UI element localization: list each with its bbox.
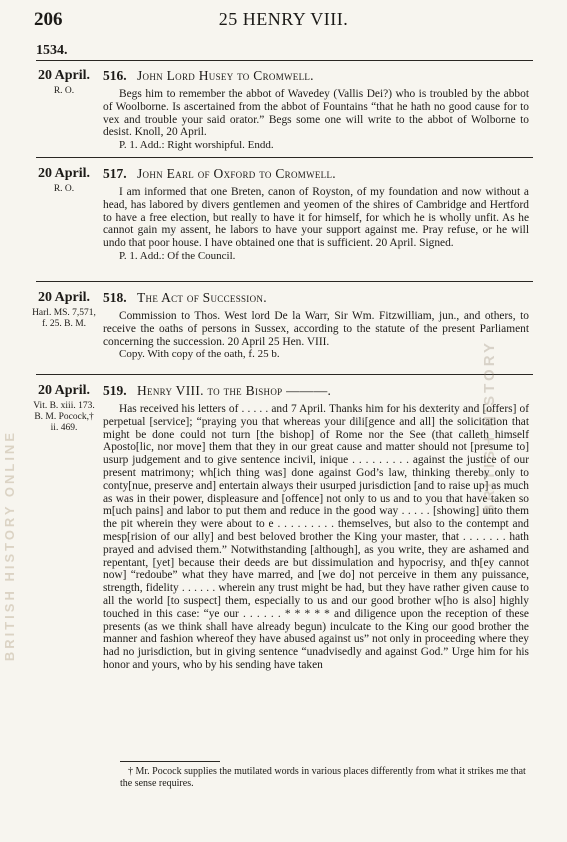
entry-source: Vit. B. xiii. 173. B. M. Pocock,† ii. 469. <box>33 401 95 433</box>
entry-divider <box>36 374 533 375</box>
entry-date: 20 April. <box>37 383 91 398</box>
watermark-stamp <box>465 300 553 660</box>
entry-note: P. 1. Add.: Of the Council. <box>119 249 236 262</box>
entry-source: Harl. MS. 7,571, f. 25. B. M. <box>32 308 96 329</box>
entry-date: 20 April. <box>37 290 91 305</box>
page-header <box>34 9 533 31</box>
entry-text: Has received his letters of . . . . . and 7 April. Thanks him for his dexterity and [offers] of perpetual [service]; “praying you that whereas your dili[gence and all] the solicitation that might be done could not turn [the bishop] of Rome nor the See (that calleth himself Aposto[lic, nor move] them that they in our great cause and matter should not [presume to] usurp judgement and to give sentence incivil, inique . . . . . . . . . against the justice of our present matrimony; wh[ich thing was] done against God’s law, thinking thereby only to conty[nue, preserve and] entertain always their usurped jurisdiction [and to raise up] as much as was in their power, displeasure and [offence] not only to us and to you that have taken so m[uch pains] and labor to put them and reduce in the good way . . . . . [showing] unto them the pit wherein they were about to e . . . . . . . . . themselves, but also to the contempt and mesp[rision of our ally] and best beloved brother the King your master, that . . . . . . . hath prayed and advised them.” Notwithstanding [although], as you write, they are ashamed and repentant, [yet] because their deeds are but dissimulation and hypocrisy, and th[ey cannot now] “redoube” what they have marred, and [we do] not perceive in them any puissance, strength, fidelity . . . . . . wherein any trust might be had, but they have rather given cause to all the world [to suspect] them, especially to us and our good brother w[ho is also] highly touched in this case: “ye our . . . . . . * * * * * and diligence upon the reception of these presents (as we think shall have already begun) inculcate to the King our good brother the manner and fashion whereof they have abused against us” not only in proceeding where they had no jurisdiction, but in giving sentence “unadvisedly and against God.” Urge him for his honor and yours, who by his sending have taken <box>103 403 529 671</box>
page-number: 206 <box>34 9 63 30</box>
entry-heading <box>103 383 331 399</box>
entry-margin <box>32 290 96 330</box>
entry-text: Begs him to remember the abbot of Wavedey (Vallis Dei?) who is troubled by the abbot of Woolborne. Is ascertained from the abbot of Fountains “that he hath no good cause for to vex and trouble your said orator.” Begs some one will write to the abbot of Wolborne to desist. Knoll, 20 April. <box>103 88 529 139</box>
entry-heading <box>103 166 336 182</box>
footnote: † Mr. Pocock supplies the mutilated words in various places differently from what it strikes me that the sense requires. <box>120 766 526 789</box>
entry-title: John Lord Husey to Cromwell. <box>137 68 314 83</box>
entry-margin <box>32 166 96 195</box>
entry-date: 20 April. <box>37 68 91 83</box>
watermark-text: BRITISH HISTORY <box>481 340 498 516</box>
entry-note: Copy. With copy of the oath, f. 25 b. <box>119 348 280 361</box>
footnote-divider <box>120 761 220 762</box>
entry-margin <box>32 68 96 97</box>
entry-text: Commission to Thos. West lord De la Warr, Sir Wm. Fitzwilliam, jun., and others, to receive the oaths of persons in Sussex, according to the statute of the present Parliament concerning the succession. 20 April 25 Hen. VIII. <box>103 310 529 348</box>
running-title: 25 HENRY VIII. <box>218 9 349 29</box>
entry-heading <box>103 68 314 84</box>
entry-divider <box>36 281 533 282</box>
entry-divider <box>36 60 533 61</box>
entry-title: John Earl of Oxford to Cromwell. <box>137 166 336 181</box>
entry-number: 516. <box>103 68 127 83</box>
watermark-left: BRITISH HISTORY ONLINE <box>2 430 17 662</box>
entry-source: R. O. <box>53 86 75 96</box>
entry-body <box>103 88 529 151</box>
entry-margin <box>32 383 96 434</box>
entry-title: Henry VIII. to the Bishop ———. <box>137 383 332 398</box>
entry-number: 518. <box>103 290 127 305</box>
entry-number: 519. <box>103 383 127 398</box>
entry-source: R. O. <box>53 184 75 194</box>
entry-date: 20 April. <box>37 166 91 181</box>
entry-heading <box>103 290 267 306</box>
entry-number: 517. <box>103 166 127 181</box>
entry-title: The Act of Succession. <box>137 290 267 305</box>
entry-note: P. 1. Add.: Right worshipful. Endd. <box>119 139 274 152</box>
entry-text: I am informed that one Breten, canon of Royston, of my foundation and now without a head, has labored by divers gentlemen and yeomen of the shires of Cambridge and Hertford to have a free election, but really to have it for himself, for which he is wholly unfit. As he cannot gain my assent, he labors to have your support against me. Pray refuse, or he will undo that poor house. I have obtained one that is sufficient. 20 April. Signed. <box>103 186 529 250</box>
year-heading: 1534. <box>36 43 68 58</box>
entry-divider <box>36 157 533 158</box>
entry-body <box>103 186 529 262</box>
